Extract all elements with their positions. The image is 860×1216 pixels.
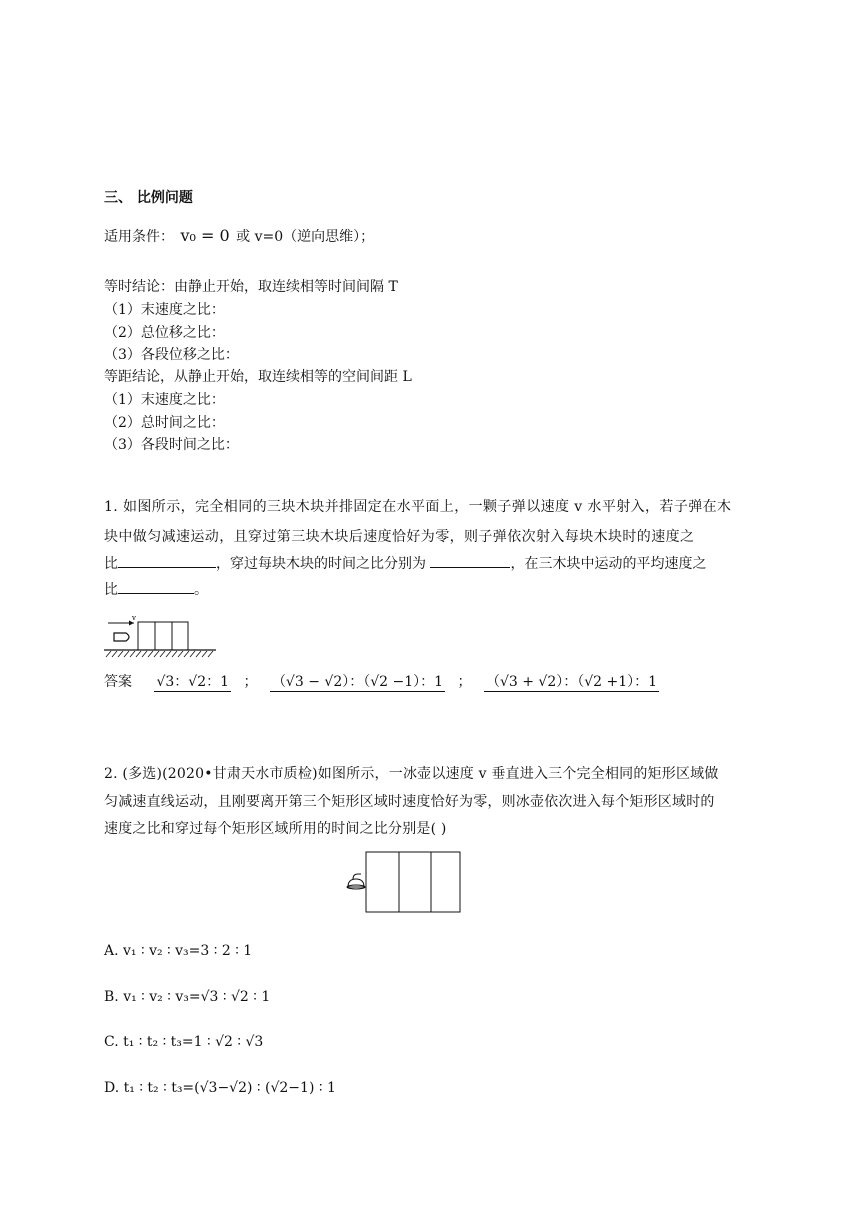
section-heading: 三、 比例问题 — [104, 190, 193, 206]
q1-line-3-b: ，穿过每块木块的时间之比分别为 — [216, 556, 431, 572]
equal-time-item-2: （2）总位移之比： — [104, 325, 225, 341]
equal-dist-item-3: （3）各段时间之比： — [104, 437, 239, 453]
option-a[interactable]: A. v₁ ∶ v₂ ∶ v₃=3 ∶ 2 ∶ 1 — [104, 943, 253, 959]
answer-separator-1: ； — [243, 674, 258, 690]
ground-hatch — [106, 651, 213, 657]
equal-time-item-1: （1）末速度之比： — [104, 302, 225, 318]
condition-prefix: 适用条件： — [104, 229, 174, 245]
rect-regions — [366, 852, 460, 912]
q1-line-2: 块中做匀减速运动，且穿过第三块木块后速度恰好为零，则子弹依次射入每块木块时的速度之 — [104, 529, 695, 545]
q1-blank-3[interactable] — [118, 579, 194, 594]
q2-figure — [344, 850, 466, 916]
equal-time-title: 等时结论：由静止开始，取连续相等时间间隔 T — [104, 279, 398, 295]
q1-line-4-a: 比 — [104, 582, 118, 598]
q2-line-2: 匀减速直线运动，且刚要离开第三个矩形区域时速度恰好为零，则冰壶依次进入每个矩形区域时的 — [104, 794, 715, 810]
q1-line-3-c: ，在三木块中运动的平均速度之 — [510, 556, 707, 572]
q1-line-4-b: 。 — [194, 582, 208, 598]
q1-figure — [104, 612, 222, 660]
answer-label: 答案 — [104, 674, 132, 690]
q1-line-3-a: 比 — [104, 556, 118, 572]
bullet-icon — [114, 633, 129, 641]
option-d[interactable]: D. t₁ ∶ t₂ ∶ t₃=(√3−√2) ∶ (√2−1) ∶ 1 — [104, 1080, 336, 1096]
velocity-label: v — [132, 614, 136, 622]
q1-blank-2[interactable] — [430, 553, 510, 568]
option-c[interactable]: C. t₁ ∶ t₂ ∶ t₃=1 ∶ √2 ∶ √3 — [104, 1034, 264, 1050]
answer-1: √3：√2：1 — [154, 671, 231, 692]
equal-dist-item-2: （2）总时间之比： — [104, 415, 225, 431]
q1-answer — [104, 671, 659, 692]
option-b[interactable]: B. v₁ ∶ v₂ ∶ v₃=√3 ∶ √2 ∶ 1 — [104, 989, 271, 1005]
q1-line-1: 1. 如图所示，完全相同的三块木块并排固定在水平面上，一颗子弹以速度 v 水平射入，若子弹在木 — [104, 499, 732, 515]
curling-stone-icon — [347, 874, 365, 889]
q2-line-3: 速度之比和穿过每个矩形区域所用的时间之比分别是( ) — [104, 821, 447, 837]
answer-3: （√3 + √2）：（√2 +1）：1 — [484, 671, 659, 692]
answer-2: （√3 − √2）：（√2 −1）：1 — [270, 671, 445, 692]
q1-line-4 — [104, 579, 208, 599]
condition-suffix: 或 v=0（逆向思维）； — [236, 229, 375, 245]
q1-blank-1[interactable] — [118, 553, 216, 568]
condition-formula: v₀ = 0 — [180, 226, 230, 245]
q1-line-3 — [104, 553, 706, 573]
wood-blocks — [138, 622, 188, 650]
equal-dist-item-1: （1）末速度之比： — [104, 392, 225, 408]
condition-line — [104, 226, 374, 246]
q2-line-1: 2. (多选)(2020•甘肃天水市质检)如图所示，一冰壶以速度 v 垂直进入三个完全相同的矩形区域做 — [104, 766, 719, 782]
answer-separator-2: ； — [457, 674, 472, 690]
equal-dist-title: 等距结论，从静止开始，取连续相等的空间间距 L — [104, 369, 412, 385]
equal-time-item-3: （3）各段位移之比： — [104, 347, 239, 363]
